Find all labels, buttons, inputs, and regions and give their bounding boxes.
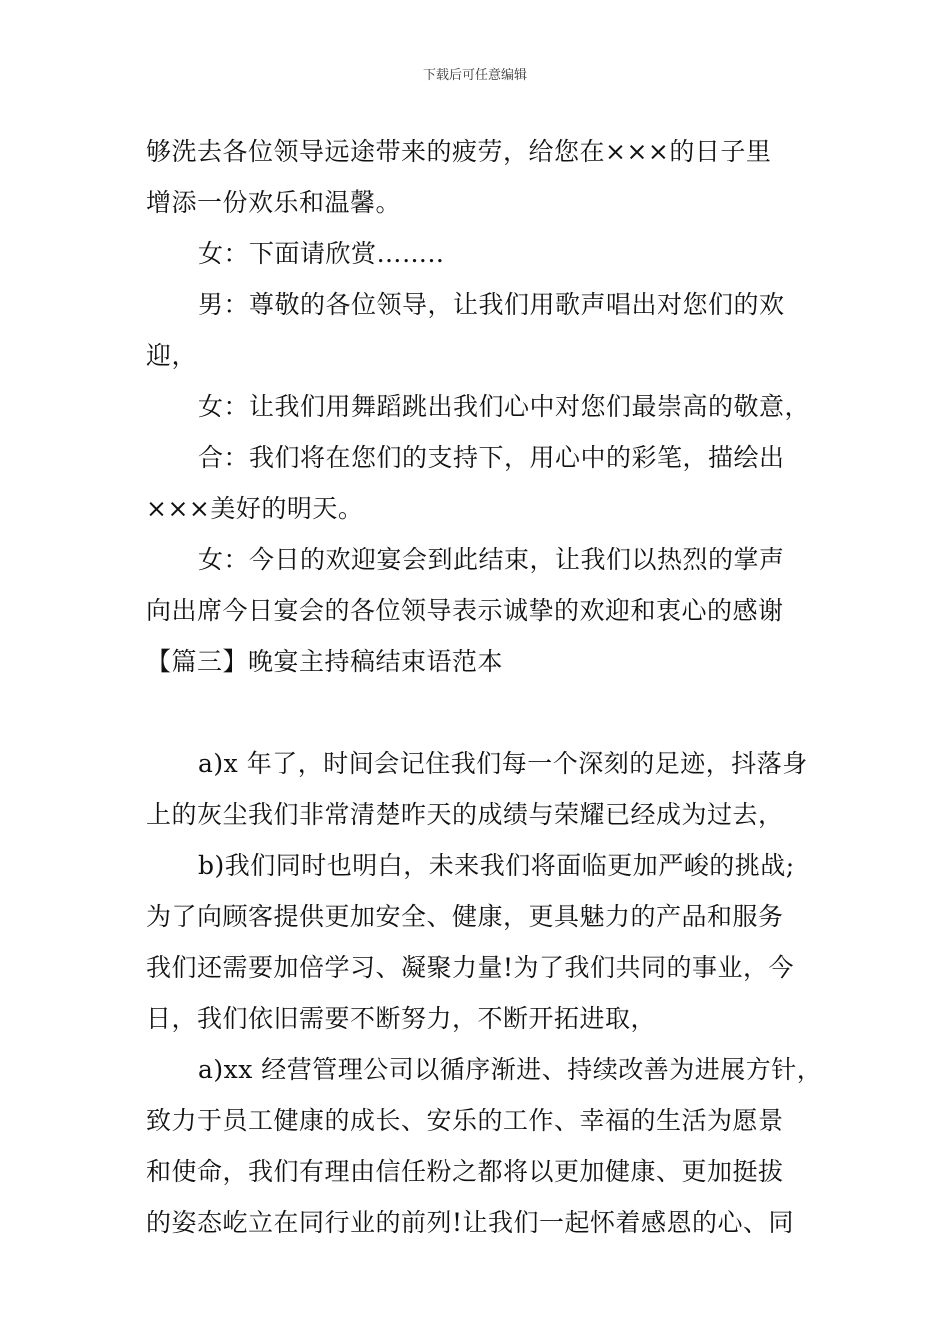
body-line: 男：尊敬的各位领导，让我们用歌声唱出对您们的欢 <box>198 290 785 319</box>
body-line: 致力于员工健康的成长、安乐的工作、幸福的生活为愿景 <box>146 1106 784 1135</box>
body-line: b)我们同时也明白，未来我们将面临更加严峻的挑战; <box>198 851 795 880</box>
blank-line <box>146 687 816 738</box>
body-line: 和使命，我们有理由信任粉之都将以更加健康、更加挺拔 <box>146 1157 784 1186</box>
body-line: 为了向顾客提供更加安全、健康，更具魅力的产品和服务 <box>146 902 784 931</box>
body-line: a)x 年了，时间会记住我们每一个深刻的足迹，抖落身 <box>198 749 808 778</box>
body-line: 合：我们将在您们的支持下，用心中的彩笔，描绘出 <box>198 443 785 472</box>
body-line: 上的灰尘我们非常清楚昨天的成绩与荣耀已经成为过去， <box>146 800 784 829</box>
body-line: 我们还需要加倍学习、凝聚力量!为了我们共同的事业，今 <box>146 953 795 982</box>
section-heading: 【篇三】晚宴主持稿结束语范本 <box>146 647 504 676</box>
body-line: 增添一份欢乐和温馨。 <box>146 188 402 217</box>
body-line: 女：今日的欢迎宴会到此结束，让我们以热烈的掌声 <box>198 545 785 574</box>
body-line: 的姿态屹立在同行业的前列!让我们一起怀着感恩的心、同 <box>146 1208 795 1237</box>
body-line: 向出席今日宴会的各位领导表示诚挚的欢迎和衷心的感谢 <box>146 596 784 625</box>
body-line: a)xx 经营管理公司以循序渐进、持续改善为进展方针， <box>198 1055 823 1084</box>
page-header-note: 下载后可任意编辑 <box>422 68 527 83</box>
document-body <box>146 126 823 1248</box>
body-line: 日，我们依旧需要不断努力，不断开拓进取， <box>146 1004 657 1033</box>
body-line: 够洗去各位领导远途带来的疲劳，给您在×××的日子里 <box>146 137 772 166</box>
body-line: 女：让我们用舞蹈跳出我们心中对您们最崇高的敬意， <box>198 392 811 421</box>
body-line: ×××美好的明天。 <box>146 494 364 523</box>
body-line: 女：下面请欣赏…….． <box>198 239 462 268</box>
body-line: 迎， <box>146 341 198 370</box>
